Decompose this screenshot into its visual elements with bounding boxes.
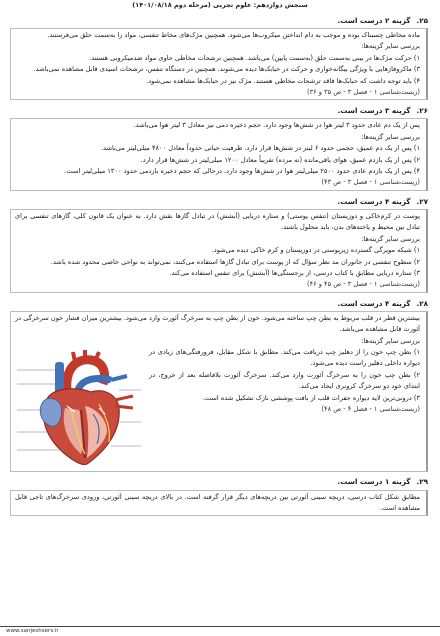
heart-anatomy-icon — [15, 350, 143, 470]
answer-key — [10, 14, 428, 520]
website-link[interactable]: www.sanjeshserv.ir — [6, 628, 59, 634]
explanation-line: ۲) سطوح تنفسی در جانوران مد نظر سؤال که از پوست برای تبادل گازها استفاده می‌کنند، نمی‌تواند به نواحی خاصی محدود شده باشد. — [50, 257, 420, 266]
question-number: ۲۷. — [416, 196, 428, 206]
explanation-line: بررسی سایر گزینه‌ها: — [361, 234, 420, 243]
question-28-text — [149, 336, 420, 470]
question-27-explanation — [10, 209, 428, 293]
reference-line: (زیست‌شناسی ۱ - فصل ۳ - ص ۳۵ و ۳۶) — [306, 88, 420, 97]
question-28-header — [10, 297, 428, 310]
question-26-explanation — [10, 118, 428, 190]
question-answer: گزینه ۲ درست است. — [337, 15, 411, 25]
question-answer: گزینه ۳ درست است. — [337, 106, 411, 116]
explanation-line: ۲) پس از یک بازدم عمیق، هوای باقی‌مانده (نه مرده) تقریباً معادل ۱۲۰۰ میلی‌لیتر در شش‌ها قرار دارد. — [140, 155, 420, 164]
reference-line: (زیست‌شناسی ۱ - فصل ۳ - ص ۴۵ و ۴۶) — [306, 280, 420, 289]
explanation-line: ۳) درونی‌ترین لایه دیواره حفرات قلب از بافت پوششی نازک تشکیل شده است. — [202, 393, 420, 402]
question-answer: گزینه ۱ درست است. — [337, 477, 411, 487]
question-28-body — [15, 336, 420, 470]
question-28-explanation — [10, 311, 428, 472]
explanation-line: پوست در کرم‌خاکی و دوزیستان (تنفس پوستی) و ستاره دریایی (آبشش) در تبادل گازها نقش دارد. به عنوان یک قانون کلی، گازهای تنفسی برای تبادل بین محیط و یاخته‌های بدن، باید محلول باشند. — [15, 211, 420, 232]
question-25-explanation — [10, 28, 428, 100]
explanation-line: ۳) ستاره دریایی مطابق با کتاب درسی، از برجستگی‌ها (آبشش) برای تنفس استفاده می‌کند. — [169, 268, 420, 277]
explanation-line: بیشترین قطر در قلب مربوط به بطن چپ ساخته می‌شود. خون از بطن چپ به سرخرگ آئورت وارد می‌شود. بیشترین میزان فشار خون سرخرگی در آئورت قابل مشاهده می‌باشد. — [15, 313, 420, 334]
explanation-line: ۱) بطن چپ خون را از دهلیز چپ دریافت می‌کند. مطابق با شکل مقابل، فرورفتگی‌های زیادی در دیواره داخلی دهلیز راست دیده می‌شود. — [149, 347, 420, 368]
explanation-line: بررسی سایر گزینه‌ها: — [361, 42, 420, 51]
explanation-line: ۲) بطن چپ خون را به سرخرگ آئورت وارد می‌کند. سرخرگ آئورت بلافاصله بعد از خروج، در ابتدای خود دو سرخرگ کرونری ایجاد می‌کند. — [149, 370, 420, 391]
question-number: ۲۸. — [416, 298, 428, 308]
explanation-line: ۱) شبکه مویرگی گسترده زیرپوستی در دوزیستان و کرم خاکی دیده می‌شود. — [211, 246, 420, 255]
explanation-line: بررسی سایر گزینه‌ها: — [361, 132, 420, 141]
explanation-line: ۳) ماکروفاژهایی با ویژگی بیگانه‌خواری و حرکت در حبابک‌ها دیده می‌شوند. همچنین در دستگاه تنفس، ترشحات اسیدی قابل مشاهده نمی‌باشد. — [33, 65, 420, 74]
reference-line: (زیست‌شناسی ۱ - فصل ۳ - ص ۴۳) — [321, 178, 420, 187]
explanation-line: پس از یک دم عادی حدود ۳ لیتر هوا در شش‌ها وجود دارد. حجم ذخیره دمی نیز معادل ۳ لیتر هوا می‌باشد. — [133, 121, 420, 130]
question-number: ۲۹. — [416, 477, 428, 487]
question-29-explanation — [10, 490, 428, 517]
question-number: ۲۶. — [416, 106, 428, 116]
page-footer — [0, 626, 440, 636]
question-number: ۲۵. — [416, 15, 428, 25]
question-answer: گزینه ۴ درست است. — [337, 298, 411, 308]
question-25-header — [10, 14, 428, 27]
question-answer: گزینه ۴ درست است. — [337, 196, 411, 206]
explanation-line: مطابق شکل کتاب درسی، دریچه سینی آئورتی بین دریچه‌های دیگر قرار گرفته است. در بالای دریچه سینی آئورتی، ورودی سرخرگ‌های تاجی قابل مشاهده است. — [15, 492, 420, 512]
page-header: سنجش دوازدهم: علوم تجربی (مرحله دوم ۱۴۰۱/۰۸/۱۸) — [132, 1, 308, 9]
explanation-line: ۱) پس از یک دم عمیق، حجمی حدود ۶ لیتر در شش‌ها قرار دارد. ظرفیت حیاتی حدوداً معادل ۴۸۰۰ میلی‌لیتر می‌باشد. — [100, 144, 420, 153]
reference-line: (زیست‌شناسی ۱ - فصل ۴ - ص ۴۸) — [321, 404, 420, 413]
explanation-line: ۴) پس از یک بازدم عادی حدود ۲۵۰۰ میلی‌لیتر هوا در شش‌ها وجود دارد. درحالی که حجم ذخیره بازدمی حدود ۱۳۰۰ میلی‌لیتر است. — [64, 167, 420, 176]
explanation-line: بررسی سایر گزینه‌ها: — [361, 336, 420, 345]
explanation-line: ۱) حرکت مژک‌ها در بینی به‌سمت حلق (به‌سمت پایین) می‌باشد. همچنین ترشحات مخاطی حاوی مواد ضدمیکروبی هستند. — [89, 53, 420, 62]
question-26-header — [10, 104, 428, 117]
question-27-header — [10, 195, 428, 208]
explanation-line: ماده مخاطی چسبناک بوده و موجب به دام انداختن میکروب‌ها می‌شود. همچنین مژک‌های مخاط تنفسی، مواد را به‌سمت حلق می‌فرستند. — [47, 31, 420, 39]
question-29-header — [10, 476, 428, 489]
explanation-line: ۴) باید توجه داشت که حبابک‌ها فاقد ترشحات مخاطی هستند. مژک نیز در حبابک‌ها مشاهده نمی‌شود. — [146, 76, 420, 85]
